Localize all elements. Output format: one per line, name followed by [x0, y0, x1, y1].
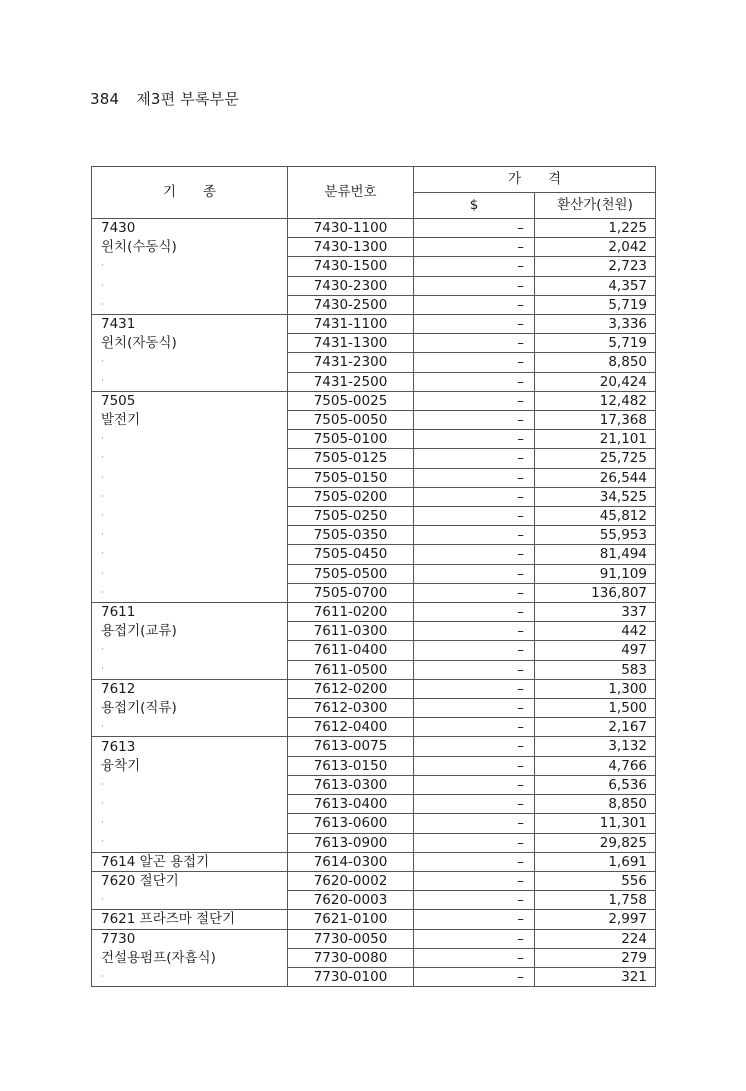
kind-cell: · [92, 564, 288, 583]
usd-cell: – [414, 699, 535, 718]
krw-cell: 29,825 [535, 833, 656, 852]
kind-cell: 7621 프라즈마 절단기 [92, 910, 288, 929]
krw-cell: 337 [535, 603, 656, 622]
kind-cell: 7505 [92, 391, 288, 410]
page-number: 384 [90, 90, 120, 108]
kind-cell: 용접기(교류) [92, 622, 288, 641]
krw-cell: 224 [535, 929, 656, 948]
kind-cell: 윈치(자동식) [92, 334, 288, 353]
usd-cell: – [414, 526, 535, 545]
usd-cell: – [414, 372, 535, 391]
usd-cell: – [414, 948, 535, 967]
krw-cell: 442 [535, 622, 656, 641]
krw-cell: 3,132 [535, 737, 656, 756]
code-cell: 7730-0080 [288, 948, 414, 967]
kind-cell: · [92, 795, 288, 814]
krw-cell: 34,525 [535, 487, 656, 506]
usd-cell: – [414, 564, 535, 583]
table-row [92, 660, 656, 679]
code-cell: 7613-0400 [288, 795, 414, 814]
krw-cell: 1,300 [535, 679, 656, 698]
code-cell: 7505-0250 [288, 507, 414, 526]
table-row [92, 468, 656, 487]
kind-cell: · [92, 487, 288, 506]
usd-cell: – [414, 583, 535, 602]
kind-cell: · [92, 449, 288, 468]
usd-cell: – [414, 929, 535, 948]
table-row [92, 526, 656, 545]
krw-cell: 136,807 [535, 583, 656, 602]
kind-cell: · [92, 430, 288, 449]
code-cell: 7505-0025 [288, 391, 414, 410]
code-cell: 7613-0150 [288, 756, 414, 775]
krw-cell: 91,109 [535, 564, 656, 583]
table-row [92, 315, 656, 334]
kind-cell: 7614 알곤 용접기 [92, 852, 288, 871]
usd-cell: – [414, 545, 535, 564]
code-cell: 7505-0100 [288, 430, 414, 449]
table-row [92, 219, 656, 238]
usd-cell: – [414, 257, 535, 276]
table-row [92, 353, 656, 372]
table-row [92, 833, 656, 852]
kind-cell: 융착기 [92, 756, 288, 775]
table-row [92, 449, 656, 468]
kind-cell: 발전기 [92, 411, 288, 430]
code-cell: 7613-0075 [288, 737, 414, 756]
krw-cell: 2,042 [535, 238, 656, 257]
usd-cell: – [414, 775, 535, 794]
krw-cell: 583 [535, 660, 656, 679]
kind-cell: · [92, 833, 288, 852]
usd-cell: – [414, 718, 535, 737]
kind-cell: · [92, 353, 288, 372]
table-row [92, 891, 656, 910]
kind-cell: · [92, 641, 288, 660]
usd-cell: – [414, 507, 535, 526]
kind-cell: 윈치(수동식) [92, 238, 288, 257]
usd-cell: – [414, 238, 535, 257]
code-cell: 7613-0300 [288, 775, 414, 794]
code-cell: 7612-0300 [288, 699, 414, 718]
usd-cell: – [414, 660, 535, 679]
krw-cell: 17,368 [535, 411, 656, 430]
price-table [91, 166, 656, 987]
code-cell: 7611-0500 [288, 660, 414, 679]
table-row [92, 679, 656, 698]
krw-cell: 4,766 [535, 756, 656, 775]
kind-cell: 7620 절단기 [92, 871, 288, 890]
code-cell: 7613-0900 [288, 833, 414, 852]
usd-cell: – [414, 833, 535, 852]
table-row [92, 775, 656, 794]
usd-cell: – [414, 814, 535, 833]
table-row [92, 545, 656, 564]
krw-cell: 2,723 [535, 257, 656, 276]
table-row [92, 948, 656, 967]
table-row [92, 238, 656, 257]
usd-cell: – [414, 891, 535, 910]
krw-cell: 279 [535, 948, 656, 967]
usd-cell: – [414, 756, 535, 775]
usd-cell: – [414, 852, 535, 871]
code-cell: 7430-1100 [288, 219, 414, 238]
kind-cell: 7730 [92, 929, 288, 948]
krw-cell: 321 [535, 967, 656, 986]
header-code: 분류번호 [288, 167, 414, 219]
kind-cell: · [92, 891, 288, 910]
code-cell: 7431-2300 [288, 353, 414, 372]
code-cell: 7613-0600 [288, 814, 414, 833]
krw-cell: 497 [535, 641, 656, 660]
kind-cell: · [92, 276, 288, 295]
header-krw: 환산가(천원) [535, 193, 656, 219]
kind-cell: · [92, 526, 288, 545]
kind-cell: · [92, 583, 288, 602]
table-row [92, 641, 656, 660]
krw-cell: 5,719 [535, 334, 656, 353]
krw-cell: 25,725 [535, 449, 656, 468]
usd-cell: – [414, 334, 535, 353]
krw-cell: 1,225 [535, 219, 656, 238]
kind-cell: · [92, 814, 288, 833]
code-cell: 7505-0350 [288, 526, 414, 545]
kind-cell: · [92, 775, 288, 794]
krw-cell: 55,953 [535, 526, 656, 545]
usd-cell: – [414, 449, 535, 468]
krw-cell: 4,357 [535, 276, 656, 295]
code-cell: 7505-0700 [288, 583, 414, 602]
usd-cell: – [414, 871, 535, 890]
table-row [92, 756, 656, 775]
table-row [92, 622, 656, 641]
code-cell: 7431-1100 [288, 315, 414, 334]
kind-cell: · [92, 545, 288, 564]
kind-cell: · [92, 718, 288, 737]
krw-cell: 12,482 [535, 391, 656, 410]
krw-cell: 81,494 [535, 545, 656, 564]
krw-cell: 8,850 [535, 795, 656, 814]
usd-cell: – [414, 967, 535, 986]
kind-cell: 7611 [92, 603, 288, 622]
code-cell: 7431-2500 [288, 372, 414, 391]
table-row [92, 295, 656, 314]
krw-cell: 2,997 [535, 910, 656, 929]
code-cell: 7505-0150 [288, 468, 414, 487]
kind-cell: · [92, 468, 288, 487]
usd-cell: – [414, 641, 535, 660]
krw-cell: 3,336 [535, 315, 656, 334]
kind-cell: 7431 [92, 315, 288, 334]
kind-cell: · [92, 257, 288, 276]
usd-cell: – [414, 603, 535, 622]
code-cell: 7505-0450 [288, 545, 414, 564]
code-cell: 7620-0002 [288, 871, 414, 890]
krw-cell: 21,101 [535, 430, 656, 449]
krw-cell: 26,544 [535, 468, 656, 487]
table-row [92, 603, 656, 622]
krw-cell: 2,167 [535, 718, 656, 737]
code-cell: 7611-0300 [288, 622, 414, 641]
code-cell: 7730-0100 [288, 967, 414, 986]
usd-cell: – [414, 737, 535, 756]
kind-cell: 용접기(직류) [92, 699, 288, 718]
code-cell: 7430-2300 [288, 276, 414, 295]
kind-cell: 7612 [92, 679, 288, 698]
table-row [92, 583, 656, 602]
page-title: 부록부문 [180, 90, 240, 108]
table-body [92, 219, 656, 987]
usd-cell: – [414, 795, 535, 814]
kind-cell: · [92, 660, 288, 679]
code-cell: 7620-0003 [288, 891, 414, 910]
krw-cell: 45,812 [535, 507, 656, 526]
kind-cell: 건설용펌프(자흡식) [92, 948, 288, 967]
table-row [92, 814, 656, 833]
kind-cell: · [92, 507, 288, 526]
krw-cell: 5,719 [535, 295, 656, 314]
table-row [92, 564, 656, 583]
usd-cell: – [414, 353, 535, 372]
table-row [92, 334, 656, 353]
code-cell: 7611-0400 [288, 641, 414, 660]
table-row [92, 852, 656, 871]
code-cell: 7505-0500 [288, 564, 414, 583]
section-label: 제3편 [136, 90, 176, 108]
usd-cell: – [414, 468, 535, 487]
usd-cell: – [414, 622, 535, 641]
table-row [92, 795, 656, 814]
table-row [92, 910, 656, 929]
usd-cell: – [414, 487, 535, 506]
header-kind: 기 종 [92, 167, 288, 219]
krw-cell: 8,850 [535, 353, 656, 372]
table-row [92, 257, 656, 276]
table-row [92, 391, 656, 410]
table-row [92, 699, 656, 718]
table-row [92, 276, 656, 295]
table-row [92, 411, 656, 430]
code-cell: 7431-1300 [288, 334, 414, 353]
table-row [92, 487, 656, 506]
usd-cell: – [414, 391, 535, 410]
table-row [92, 372, 656, 391]
code-cell: 7505-0125 [288, 449, 414, 468]
usd-cell: – [414, 679, 535, 698]
page-header [90, 88, 239, 109]
usd-cell: – [414, 430, 535, 449]
code-cell: 7612-0200 [288, 679, 414, 698]
code-cell: 7730-0050 [288, 929, 414, 948]
kind-cell: · [92, 372, 288, 391]
table-row [92, 929, 656, 948]
code-cell: 7612-0400 [288, 718, 414, 737]
kind-cell: 7613 [92, 737, 288, 756]
code-cell: 7430-1300 [288, 238, 414, 257]
usd-cell: – [414, 276, 535, 295]
header-usd: $ [414, 193, 535, 219]
usd-cell: – [414, 295, 535, 314]
code-cell: 7430-2500 [288, 295, 414, 314]
code-cell: 7611-0200 [288, 603, 414, 622]
krw-cell: 1,691 [535, 852, 656, 871]
table-row [92, 967, 656, 986]
krw-cell: 20,424 [535, 372, 656, 391]
kind-cell: 7430 [92, 219, 288, 238]
header-price: 가 격 [414, 167, 656, 193]
table-row [92, 871, 656, 890]
krw-cell: 6,536 [535, 775, 656, 794]
usd-cell: – [414, 411, 535, 430]
code-cell: 7505-0050 [288, 411, 414, 430]
code-cell: 7430-1500 [288, 257, 414, 276]
krw-cell: 1,758 [535, 891, 656, 910]
code-cell: 7614-0300 [288, 852, 414, 871]
kind-cell: · [92, 295, 288, 314]
table-row [92, 718, 656, 737]
code-cell: 7621-0100 [288, 910, 414, 929]
table-row [92, 737, 656, 756]
usd-cell: – [414, 219, 535, 238]
table-row [92, 507, 656, 526]
usd-cell: – [414, 910, 535, 929]
usd-cell: – [414, 315, 535, 334]
kind-cell: · [92, 967, 288, 986]
code-cell: 7505-0200 [288, 487, 414, 506]
table-row [92, 430, 656, 449]
krw-cell: 11,301 [535, 814, 656, 833]
krw-cell: 556 [535, 871, 656, 890]
krw-cell: 1,500 [535, 699, 656, 718]
